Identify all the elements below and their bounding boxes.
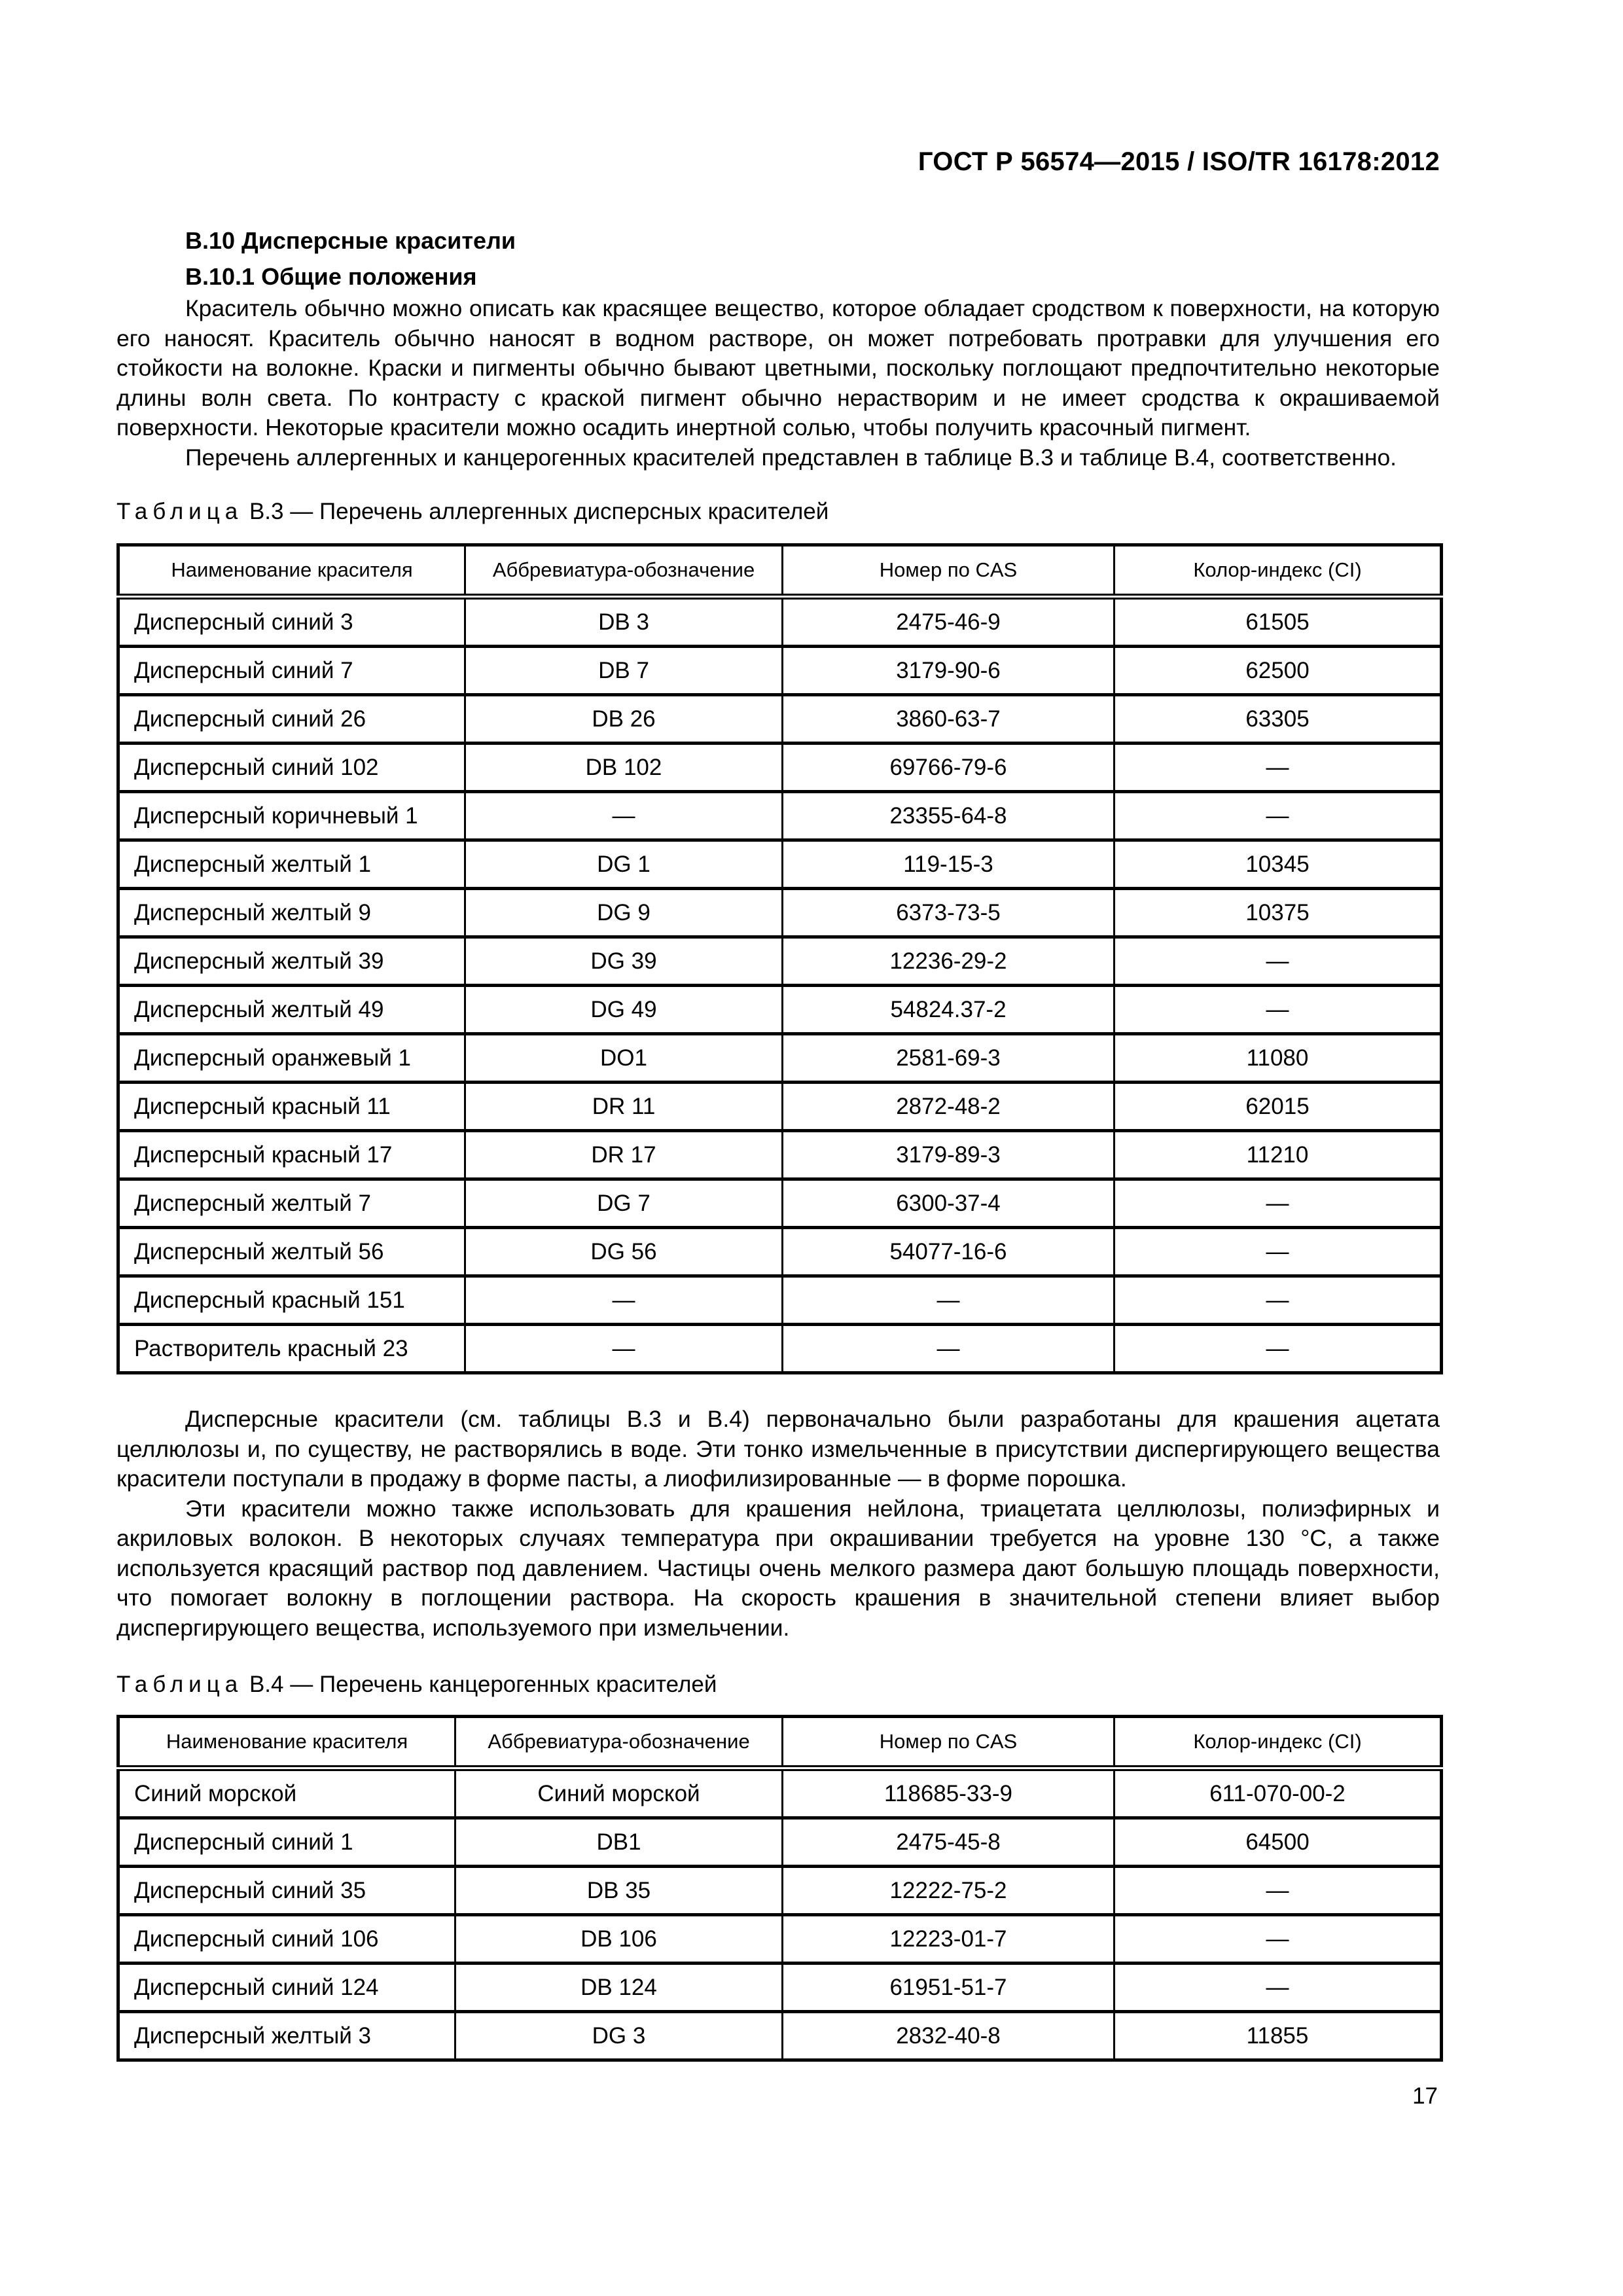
paragraph: Эти красители можно также использовать для крашения нейлона, триацетата целлюлозы, полиэфирных и акриловых волокон. В некоторых случаях температура при окрашивании требуется на уровне 130 °C, а также используется красящий раствор под давлением. Частицы очень мелкого размера дают большую площадь поверхности, что помогает волокну в поглощении раствора. На скорость крашения в значительной степени влияет выбор диспергирующего вещества, используемого при измельчении.: [116, 1495, 1440, 1641]
table-row: [118, 2012, 1442, 2060]
column-header: Колор-индекс (CI): [1115, 545, 1442, 597]
abbreviation-cell: DO1: [465, 1034, 783, 1083]
cas-number-cell: 3179-90-6: [783, 647, 1115, 695]
color-index-cell: —: [1115, 1915, 1442, 1964]
color-index-cell: —: [1115, 937, 1442, 986]
table-row: [118, 1818, 1442, 1867]
cas-number-cell: —: [783, 1276, 1115, 1325]
table-row: [118, 1179, 1442, 1228]
abbreviation-cell: DB 35: [455, 1867, 783, 1915]
cas-number-cell: 23355-64-8: [783, 792, 1115, 840]
dye-name-cell: Дисперсный желтый 9: [118, 889, 465, 937]
cas-number-cell: 119-15-3: [783, 840, 1115, 889]
color-index-cell: —: [1115, 1964, 1442, 2012]
dye-name-cell: Дисперсный желтый 7: [118, 1179, 465, 1228]
color-index-cell: 11855: [1115, 2012, 1442, 2060]
abbreviation-cell: DR 11: [465, 1083, 783, 1131]
dye-name-cell: Дисперсный желтый 3: [118, 2012, 455, 2060]
table-row: [118, 986, 1442, 1034]
dye-name-cell: Дисперсный красный 11: [118, 1083, 465, 1131]
table-header-row: [118, 1717, 1442, 1768]
color-index-cell: —: [1115, 792, 1442, 840]
dye-name-cell: Дисперсный оранжевый 1: [118, 1034, 465, 1083]
abbreviation-cell: DB 102: [465, 744, 783, 792]
dye-name-cell: Дисперсный красный 17: [118, 1131, 465, 1179]
column-header: Наименование красителя: [118, 545, 465, 597]
cas-number-cell: 2832-40-8: [783, 2012, 1115, 2060]
column-header: Аббревиатура-обозначение: [465, 545, 783, 597]
table-header-row: [118, 545, 1442, 597]
table-row: [118, 1131, 1442, 1179]
column-header: Номер по CAS: [783, 545, 1115, 597]
cas-number-cell: 3179-89-3: [783, 1131, 1115, 1179]
paragraph: Дисперсные красители (см. таблицы B.3 и B.4) первоначально были разработаны для крашения ацетата целлюлозы и, по существу, не растворялись в воде. Эти тонко измельченные в присутствии диспергирующего вещества красители поступали в продажу в форме пасты, а лиофилизированные — в форме порошка.: [116, 1406, 1440, 1492]
table-row: [118, 1276, 1442, 1325]
abbreviation-cell: DB1: [455, 1818, 783, 1867]
body-text: [116, 1405, 1440, 1643]
cas-number-cell: 6373-73-5: [783, 889, 1115, 937]
column-header: Аббревиатура-обозначение: [455, 1717, 783, 1768]
abbreviation-cell: DG 49: [465, 986, 783, 1034]
abbreviation-cell: DB 26: [465, 695, 783, 744]
dye-name-cell: Дисперсный синий 3: [118, 597, 465, 647]
abbreviation-cell: DB 106: [455, 1915, 783, 1964]
table-row: [118, 889, 1442, 937]
cas-number-cell: 2872-48-2: [783, 1083, 1115, 1131]
dye-name-cell: Дисперсный синий 124: [118, 1964, 455, 2012]
caption-text: B.3 — Перечень аллергенных дисперсных красителей: [243, 499, 829, 524]
cas-number-cell: —: [783, 1325, 1115, 1373]
cas-number-cell: 61951-51-7: [783, 1964, 1115, 2012]
color-index-cell: —: [1115, 1325, 1442, 1373]
subsection-title: B.10.1 Общие положения: [185, 263, 477, 290]
table-row: [118, 1083, 1442, 1131]
table-row: [118, 840, 1442, 889]
table-row: [118, 1964, 1442, 2012]
dye-name-cell: Дисперсный желтый 49: [118, 986, 465, 1034]
abbreviation-cell: Синий морской: [455, 1768, 783, 1818]
dye-name-cell: Дисперсный желтый 39: [118, 937, 465, 986]
column-header: Номер по CAS: [783, 1717, 1115, 1768]
color-index-cell: 62015: [1115, 1083, 1442, 1131]
dye-name-cell: Дисперсный коричневый 1: [118, 792, 465, 840]
color-index-cell: 61505: [1115, 597, 1442, 647]
color-index-cell: —: [1115, 1179, 1442, 1228]
caption-prefix: Таблица: [116, 1672, 243, 1697]
dye-name-cell: Дисперсный синий 1: [118, 1818, 455, 1867]
cas-number-cell: 6300-37-4: [783, 1179, 1115, 1228]
table-row: [118, 937, 1442, 986]
abbreviation-cell: DB 7: [465, 647, 783, 695]
abbreviation-cell: DG 7: [465, 1179, 783, 1228]
cas-number-cell: 2475-45-8: [783, 1818, 1115, 1867]
dye-name-cell: Растворитель красный 23: [118, 1325, 465, 1373]
column-header: Наименование красителя: [118, 1717, 455, 1768]
table-row: [118, 792, 1442, 840]
cas-number-cell: 54824.37-2: [783, 986, 1115, 1034]
abbreviation-cell: DG 9: [465, 889, 783, 937]
abbreviation-cell: DG 56: [465, 1228, 783, 1276]
dye-name-cell: Дисперсный синий 102: [118, 744, 465, 792]
color-index-cell: 10345: [1115, 840, 1442, 889]
table-row: [118, 1228, 1442, 1276]
abbreviation-cell: DR 17: [465, 1131, 783, 1179]
dye-name-cell: Дисперсный синий 35: [118, 1867, 455, 1915]
cas-number-cell: 12223-01-7: [783, 1915, 1115, 1964]
color-index-cell: —: [1115, 1867, 1442, 1915]
table-row: [118, 647, 1442, 695]
cas-number-cell: 12222-75-2: [783, 1867, 1115, 1915]
paragraph: Краситель обычно можно описать как красящее вещество, которое обладает сродством к поверхности, на которую его наносят. Краситель обычно наносят в водном растворе, он может потребовать протравки для улучшения его стойкости на волокне. Краски и пигменты обычно бывают цветными, поскольку поглощают предпочтительно некоторые длины волн света. По контрасту с краской пигмент обычно нерастворим и не имеет сродства к окрашиваемой поверхности. Некоторые красители можно осадить инертной солью, чтобы получить красочный пигмент.: [116, 295, 1440, 440]
table-row: [118, 1034, 1442, 1083]
dye-name-cell: Дисперсный желтый 56: [118, 1228, 465, 1276]
color-index-cell: 10375: [1115, 889, 1442, 937]
color-index-cell: 62500: [1115, 647, 1442, 695]
paragraph: Перечень аллергенных и канцерогенных красителей представлен в таблице B.3 и таблице B.4, соответственно.: [185, 444, 1397, 471]
table-row: [118, 744, 1442, 792]
color-index-cell: —: [1115, 986, 1442, 1034]
abbreviation-cell: DG 3: [455, 2012, 783, 2060]
cas-number-cell: 3860-63-7: [783, 695, 1115, 744]
abbreviation-cell: —: [465, 792, 783, 840]
dye-name-cell: Дисперсный желтый 1: [118, 840, 465, 889]
table-b4-caption: [116, 1672, 717, 1698]
caption-prefix: Таблица: [116, 499, 243, 524]
cas-number-cell: 54077-16-6: [783, 1228, 1115, 1276]
cas-number-cell: 2475-46-9: [783, 597, 1115, 647]
color-index-cell: 611-070-00-2: [1115, 1768, 1442, 1818]
table-row: [118, 695, 1442, 744]
cas-number-cell: 2581-69-3: [783, 1034, 1115, 1083]
color-index-cell: —: [1115, 1276, 1442, 1325]
cas-number-cell: 118685-33-9: [783, 1768, 1115, 1818]
section-title: B.10 Дисперсные красители: [185, 227, 516, 254]
dye-name-cell: Дисперсный синий 106: [118, 1915, 455, 1964]
table-row: [118, 1768, 1442, 1818]
abbreviation-cell: DG 1: [465, 840, 783, 889]
abbreviation-cell: DB 124: [455, 1964, 783, 2012]
table-row: [118, 1867, 1442, 1915]
dye-name-cell: Дисперсный синий 7: [118, 647, 465, 695]
page-number: 17: [1412, 2083, 1438, 2109]
color-index-cell: —: [1115, 1228, 1442, 1276]
color-index-cell: 64500: [1115, 1818, 1442, 1867]
color-index-cell: 63305: [1115, 695, 1442, 744]
table-row: [118, 1325, 1442, 1373]
cas-number-cell: 12236-29-2: [783, 937, 1115, 986]
column-header: Колор-индекс (CI): [1115, 1717, 1442, 1768]
table-b3: [116, 543, 1443, 1374]
dye-name-cell: Дисперсный синий 26: [118, 695, 465, 744]
cas-number-cell: 69766-79-6: [783, 744, 1115, 792]
table-row: [118, 1915, 1442, 1964]
color-index-cell: 11080: [1115, 1034, 1442, 1083]
abbreviation-cell: DB 3: [465, 597, 783, 647]
abbreviation-cell: —: [465, 1276, 783, 1325]
intro-text: [116, 294, 1440, 473]
table-b4: [116, 1715, 1443, 2062]
table-b3-caption: [116, 499, 829, 525]
dye-name-cell: Синий морской: [118, 1768, 455, 1818]
standard-designation: ГОСТ Р 56574—2015 / ISO/TR 16178:2012: [918, 147, 1440, 176]
abbreviation-cell: DG 39: [465, 937, 783, 986]
dye-name-cell: Дисперсный красный 151: [118, 1276, 465, 1325]
color-index-cell: —: [1115, 744, 1442, 792]
table-row: [118, 597, 1442, 647]
color-index-cell: 11210: [1115, 1131, 1442, 1179]
caption-text: B.4 — Перечень канцерогенных красителей: [243, 1672, 717, 1697]
abbreviation-cell: —: [465, 1325, 783, 1373]
